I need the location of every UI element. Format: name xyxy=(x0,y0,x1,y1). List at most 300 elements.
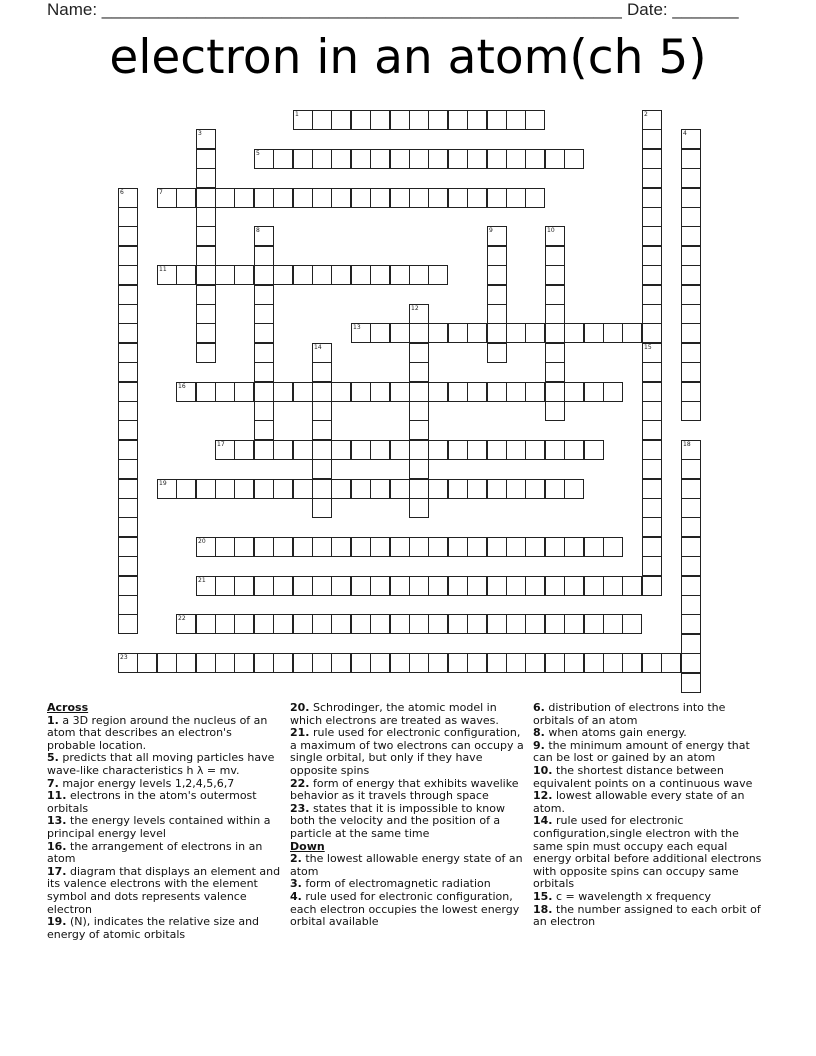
grid-cell[interactable] xyxy=(487,149,507,169)
grid-cell[interactable] xyxy=(409,382,429,402)
grid-cell[interactable] xyxy=(157,653,177,673)
grid-cell[interactable] xyxy=(506,440,526,460)
grid-cell[interactable] xyxy=(390,440,410,460)
grid-cell[interactable] xyxy=(409,479,429,499)
grid-cell[interactable] xyxy=(196,149,216,169)
grid-cell[interactable] xyxy=(584,537,604,557)
grid-cell[interactable] xyxy=(254,479,274,499)
grid-cell[interactable] xyxy=(118,285,138,305)
grid-cell[interactable] xyxy=(409,110,429,130)
grid-cell[interactable] xyxy=(370,149,390,169)
grid-cell[interactable] xyxy=(196,323,216,343)
grid-cell[interactable] xyxy=(506,149,526,169)
grid-cell[interactable] xyxy=(603,382,623,402)
grid-cell[interactable] xyxy=(157,479,177,499)
grid-cell[interactable] xyxy=(681,265,701,285)
grid-cell[interactable] xyxy=(196,382,216,402)
grid-cell[interactable] xyxy=(448,323,468,343)
grid-cell[interactable] xyxy=(642,285,662,305)
grid-cell[interactable] xyxy=(118,459,138,479)
grid-cell[interactable] xyxy=(137,653,157,673)
grid-cell[interactable] xyxy=(254,226,274,246)
grid-cell[interactable] xyxy=(312,420,332,440)
grid-cell[interactable] xyxy=(176,382,196,402)
grid-cell[interactable] xyxy=(390,576,410,596)
grid-cell[interactable] xyxy=(118,498,138,518)
grid-cell[interactable] xyxy=(642,323,662,343)
grid-cell[interactable] xyxy=(351,576,371,596)
grid-cell[interactable] xyxy=(428,110,448,130)
grid-cell[interactable] xyxy=(196,285,216,305)
grid-cell[interactable] xyxy=(506,382,526,402)
grid-cell[interactable] xyxy=(118,614,138,634)
grid-cell[interactable] xyxy=(254,323,274,343)
grid-cell[interactable] xyxy=(370,265,390,285)
grid-cell[interactable] xyxy=(254,576,274,596)
grid-cell[interactable] xyxy=(467,149,487,169)
grid-cell[interactable] xyxy=(293,653,313,673)
grid-cell[interactable] xyxy=(273,149,293,169)
grid-cell[interactable] xyxy=(564,382,584,402)
grid-cell[interactable] xyxy=(196,168,216,188)
grid-cell[interactable] xyxy=(254,382,274,402)
grid-cell[interactable] xyxy=(681,440,701,460)
grid-cell[interactable] xyxy=(176,188,196,208)
grid-cell[interactable] xyxy=(293,110,313,130)
grid-cell[interactable] xyxy=(487,382,507,402)
grid-cell[interactable] xyxy=(467,537,487,557)
grid-cell[interactable] xyxy=(506,479,526,499)
grid-cell[interactable] xyxy=(409,323,429,343)
grid-cell[interactable] xyxy=(506,614,526,634)
grid-cell[interactable] xyxy=(312,110,332,130)
grid-cell[interactable] xyxy=(254,653,274,673)
grid-cell[interactable] xyxy=(642,149,662,169)
grid-cell[interactable] xyxy=(545,304,565,324)
grid-cell[interactable] xyxy=(370,479,390,499)
grid-cell[interactable] xyxy=(254,343,274,363)
grid-cell[interactable] xyxy=(370,614,390,634)
grid-cell[interactable] xyxy=(390,479,410,499)
grid-cell[interactable] xyxy=(312,362,332,382)
grid-cell[interactable] xyxy=(234,614,254,634)
grid-cell[interactable] xyxy=(428,323,448,343)
grid-cell[interactable] xyxy=(215,653,235,673)
grid-cell[interactable] xyxy=(215,479,235,499)
grid-cell[interactable] xyxy=(467,653,487,673)
grid-cell[interactable] xyxy=(681,498,701,518)
grid-cell[interactable] xyxy=(622,653,642,673)
grid-cell[interactable] xyxy=(118,362,138,382)
grid-cell[interactable] xyxy=(215,537,235,557)
grid-cell[interactable] xyxy=(681,149,701,169)
grid-cell[interactable] xyxy=(448,110,468,130)
grid-cell[interactable] xyxy=(273,440,293,460)
grid-cell[interactable] xyxy=(409,440,429,460)
grid-cell[interactable] xyxy=(564,149,584,169)
grid-cell[interactable] xyxy=(293,440,313,460)
grid-cell[interactable] xyxy=(428,479,448,499)
grid-cell[interactable] xyxy=(254,265,274,285)
grid-cell[interactable] xyxy=(642,576,662,596)
grid-cell[interactable] xyxy=(293,149,313,169)
grid-cell[interactable] xyxy=(118,556,138,576)
grid-cell[interactable] xyxy=(409,149,429,169)
grid-cell[interactable] xyxy=(312,537,332,557)
grid-cell[interactable] xyxy=(293,479,313,499)
grid-cell[interactable] xyxy=(196,343,216,363)
grid-cell[interactable] xyxy=(370,188,390,208)
grid-cell[interactable] xyxy=(118,420,138,440)
grid-cell[interactable] xyxy=(487,343,507,363)
grid-cell[interactable] xyxy=(118,265,138,285)
grid-cell[interactable] xyxy=(564,653,584,673)
grid-cell[interactable] xyxy=(273,188,293,208)
grid-cell[interactable] xyxy=(525,537,545,557)
grid-cell[interactable] xyxy=(293,382,313,402)
grid-cell[interactable] xyxy=(312,149,332,169)
grid-cell[interactable] xyxy=(603,537,623,557)
grid-cell[interactable] xyxy=(351,382,371,402)
grid-cell[interactable] xyxy=(448,188,468,208)
grid-cell[interactable] xyxy=(642,188,662,208)
grid-cell[interactable] xyxy=(642,459,662,479)
grid-cell[interactable] xyxy=(196,246,216,266)
grid-cell[interactable] xyxy=(215,614,235,634)
grid-cell[interactable] xyxy=(448,440,468,460)
grid-cell[interactable] xyxy=(564,479,584,499)
grid-cell[interactable] xyxy=(681,537,701,557)
grid-cell[interactable] xyxy=(681,401,701,421)
grid-cell[interactable] xyxy=(118,537,138,557)
grid-cell[interactable] xyxy=(351,479,371,499)
grid-cell[interactable] xyxy=(293,188,313,208)
grid-cell[interactable] xyxy=(603,653,623,673)
grid-cell[interactable] xyxy=(487,576,507,596)
grid-cell[interactable] xyxy=(312,265,332,285)
grid-cell[interactable] xyxy=(642,556,662,576)
grid-cell[interactable] xyxy=(351,265,371,285)
grid-cell[interactable] xyxy=(196,537,216,557)
grid-cell[interactable] xyxy=(622,576,642,596)
grid-cell[interactable] xyxy=(312,343,332,363)
grid-cell[interactable] xyxy=(448,653,468,673)
grid-cell[interactable] xyxy=(273,479,293,499)
grid-cell[interactable] xyxy=(118,479,138,499)
grid-cell[interactable] xyxy=(681,362,701,382)
grid-cell[interactable] xyxy=(351,188,371,208)
grid-cell[interactable] xyxy=(487,246,507,266)
grid-cell[interactable] xyxy=(273,576,293,596)
grid-cell[interactable] xyxy=(370,323,390,343)
grid-cell[interactable] xyxy=(642,226,662,246)
grid-cell[interactable] xyxy=(176,479,196,499)
grid-cell[interactable] xyxy=(603,614,623,634)
grid-cell[interactable] xyxy=(525,149,545,169)
grid-cell[interactable] xyxy=(506,576,526,596)
grid-cell[interactable] xyxy=(642,246,662,266)
grid-cell[interactable] xyxy=(545,382,565,402)
grid-cell[interactable] xyxy=(254,188,274,208)
grid-cell[interactable] xyxy=(525,188,545,208)
grid-cell[interactable] xyxy=(487,188,507,208)
grid-cell[interactable] xyxy=(331,614,351,634)
grid-cell[interactable] xyxy=(118,576,138,596)
grid-cell[interactable] xyxy=(331,479,351,499)
grid-cell[interactable] xyxy=(118,246,138,266)
grid-cell[interactable] xyxy=(525,653,545,673)
grid-cell[interactable] xyxy=(293,537,313,557)
grid-cell[interactable] xyxy=(351,653,371,673)
grid-cell[interactable] xyxy=(234,382,254,402)
grid-cell[interactable] xyxy=(351,149,371,169)
grid-cell[interactable] xyxy=(642,401,662,421)
grid-cell[interactable] xyxy=(409,459,429,479)
grid-cell[interactable] xyxy=(215,265,235,285)
grid-cell[interactable] xyxy=(370,440,390,460)
grid-cell[interactable] xyxy=(390,110,410,130)
grid-cell[interactable] xyxy=(409,343,429,363)
grid-cell[interactable] xyxy=(196,226,216,246)
grid-cell[interactable] xyxy=(545,614,565,634)
grid-cell[interactable] xyxy=(351,440,371,460)
grid-cell[interactable] xyxy=(467,614,487,634)
grid-cell[interactable] xyxy=(642,343,662,363)
grid-cell[interactable] xyxy=(196,653,216,673)
grid-cell[interactable] xyxy=(273,614,293,634)
grid-cell[interactable] xyxy=(448,149,468,169)
grid-cell[interactable] xyxy=(254,401,274,421)
grid-cell[interactable] xyxy=(584,576,604,596)
grid-cell[interactable] xyxy=(681,304,701,324)
grid-cell[interactable] xyxy=(409,653,429,673)
grid-cell[interactable] xyxy=(390,653,410,673)
grid-cell[interactable] xyxy=(467,382,487,402)
grid-cell[interactable] xyxy=(118,382,138,402)
grid-cell[interactable] xyxy=(448,537,468,557)
grid-cell[interactable] xyxy=(545,479,565,499)
grid-cell[interactable] xyxy=(331,149,351,169)
grid-cell[interactable] xyxy=(215,440,235,460)
grid-cell[interactable] xyxy=(234,265,254,285)
grid-cell[interactable] xyxy=(642,129,662,149)
grid-cell[interactable] xyxy=(448,614,468,634)
grid-cell[interactable] xyxy=(642,168,662,188)
grid-cell[interactable] xyxy=(681,634,701,654)
grid-cell[interactable] xyxy=(603,576,623,596)
grid-cell[interactable] xyxy=(428,653,448,673)
grid-cell[interactable] xyxy=(312,401,332,421)
grid-cell[interactable] xyxy=(487,653,507,673)
grid-cell[interactable] xyxy=(525,323,545,343)
grid-cell[interactable] xyxy=(390,323,410,343)
grid-cell[interactable] xyxy=(428,440,448,460)
grid-cell[interactable] xyxy=(487,110,507,130)
grid-cell[interactable] xyxy=(293,265,313,285)
grid-cell[interactable] xyxy=(254,304,274,324)
grid-cell[interactable] xyxy=(409,304,429,324)
grid-cell[interactable] xyxy=(545,265,565,285)
grid-cell[interactable] xyxy=(681,168,701,188)
grid-cell[interactable] xyxy=(351,110,371,130)
grid-cell[interactable] xyxy=(506,323,526,343)
grid-cell[interactable] xyxy=(467,110,487,130)
grid-cell[interactable] xyxy=(118,323,138,343)
grid-cell[interactable] xyxy=(681,595,701,615)
grid-cell[interactable] xyxy=(525,614,545,634)
grid-cell[interactable] xyxy=(196,614,216,634)
grid-cell[interactable] xyxy=(642,420,662,440)
grid-cell[interactable] xyxy=(584,614,604,634)
grid-cell[interactable] xyxy=(545,362,565,382)
grid-cell[interactable] xyxy=(506,188,526,208)
grid-cell[interactable] xyxy=(312,459,332,479)
grid-cell[interactable] xyxy=(681,576,701,596)
grid-cell[interactable] xyxy=(331,440,351,460)
grid-cell[interactable] xyxy=(681,226,701,246)
grid-cell[interactable] xyxy=(234,537,254,557)
grid-cell[interactable] xyxy=(273,537,293,557)
grid-cell[interactable] xyxy=(196,265,216,285)
grid-cell[interactable] xyxy=(642,382,662,402)
grid-cell[interactable] xyxy=(487,265,507,285)
grid-cell[interactable] xyxy=(681,382,701,402)
grid-cell[interactable] xyxy=(681,343,701,363)
grid-cell[interactable] xyxy=(370,653,390,673)
grid-cell[interactable] xyxy=(642,207,662,227)
grid-cell[interactable] xyxy=(331,576,351,596)
grid-cell[interactable] xyxy=(118,304,138,324)
grid-cell[interactable] xyxy=(331,382,351,402)
grid-cell[interactable] xyxy=(545,653,565,673)
grid-cell[interactable] xyxy=(215,576,235,596)
grid-cell[interactable] xyxy=(642,265,662,285)
grid-cell[interactable] xyxy=(370,110,390,130)
grid-cell[interactable] xyxy=(234,440,254,460)
grid-cell[interactable] xyxy=(525,479,545,499)
grid-cell[interactable] xyxy=(409,362,429,382)
grid-cell[interactable] xyxy=(622,614,642,634)
grid-cell[interactable] xyxy=(273,382,293,402)
grid-cell[interactable] xyxy=(467,440,487,460)
grid-cell[interactable] xyxy=(642,517,662,537)
grid-cell[interactable] xyxy=(351,323,371,343)
grid-cell[interactable] xyxy=(409,614,429,634)
grid-cell[interactable] xyxy=(312,440,332,460)
grid-cell[interactable] xyxy=(681,614,701,634)
grid-cell[interactable] xyxy=(409,420,429,440)
grid-cell[interactable] xyxy=(118,188,138,208)
grid-cell[interactable] xyxy=(487,440,507,460)
grid-cell[interactable] xyxy=(390,382,410,402)
grid-cell[interactable] xyxy=(467,479,487,499)
grid-cell[interactable] xyxy=(525,576,545,596)
grid-cell[interactable] xyxy=(525,440,545,460)
grid-cell[interactable] xyxy=(642,440,662,460)
grid-cell[interactable] xyxy=(487,537,507,557)
grid-cell[interactable] xyxy=(564,614,584,634)
grid-cell[interactable] xyxy=(118,207,138,227)
grid-cell[interactable] xyxy=(681,188,701,208)
grid-cell[interactable] xyxy=(234,479,254,499)
grid-cell[interactable] xyxy=(428,382,448,402)
grid-cell[interactable] xyxy=(681,517,701,537)
grid-cell[interactable] xyxy=(176,653,196,673)
grid-cell[interactable] xyxy=(409,576,429,596)
grid-cell[interactable] xyxy=(254,149,274,169)
grid-cell[interactable] xyxy=(681,479,701,499)
grid-cell[interactable] xyxy=(545,440,565,460)
grid-cell[interactable] xyxy=(215,382,235,402)
grid-cell[interactable] xyxy=(331,537,351,557)
grid-cell[interactable] xyxy=(254,285,274,305)
grid-cell[interactable] xyxy=(351,537,371,557)
grid-cell[interactable] xyxy=(642,362,662,382)
grid-cell[interactable] xyxy=(428,614,448,634)
grid-cell[interactable] xyxy=(428,188,448,208)
grid-cell[interactable] xyxy=(642,479,662,499)
grid-cell[interactable] xyxy=(428,265,448,285)
grid-cell[interactable] xyxy=(642,498,662,518)
grid-cell[interactable] xyxy=(584,653,604,673)
grid-cell[interactable] xyxy=(312,614,332,634)
grid-cell[interactable] xyxy=(254,362,274,382)
grid-cell[interactable] xyxy=(370,382,390,402)
grid-cell[interactable] xyxy=(331,653,351,673)
grid-cell[interactable] xyxy=(234,188,254,208)
grid-cell[interactable] xyxy=(196,479,216,499)
grid-cell[interactable] xyxy=(622,323,642,343)
grid-cell[interactable] xyxy=(254,614,274,634)
grid-cell[interactable] xyxy=(312,382,332,402)
grid-cell[interactable] xyxy=(642,304,662,324)
grid-cell[interactable] xyxy=(390,265,410,285)
grid-cell[interactable] xyxy=(467,576,487,596)
grid-cell[interactable] xyxy=(331,110,351,130)
grid-cell[interactable] xyxy=(293,576,313,596)
grid-cell[interactable] xyxy=(564,323,584,343)
grid-cell[interactable] xyxy=(642,537,662,557)
grid-cell[interactable] xyxy=(545,226,565,246)
grid-cell[interactable] xyxy=(234,653,254,673)
grid-cell[interactable] xyxy=(448,382,468,402)
grid-cell[interactable] xyxy=(196,129,216,149)
grid-cell[interactable] xyxy=(564,440,584,460)
grid-cell[interactable] xyxy=(661,653,681,673)
grid-cell[interactable] xyxy=(293,614,313,634)
grid-cell[interactable] xyxy=(584,323,604,343)
grid-cell[interactable] xyxy=(157,188,177,208)
grid-cell[interactable] xyxy=(118,517,138,537)
grid-cell[interactable] xyxy=(273,265,293,285)
grid-cell[interactable] xyxy=(506,537,526,557)
grid-cell[interactable] xyxy=(176,265,196,285)
grid-cell[interactable] xyxy=(312,576,332,596)
grid-cell[interactable] xyxy=(603,323,623,343)
grid-cell[interactable] xyxy=(487,323,507,343)
grid-cell[interactable] xyxy=(409,498,429,518)
grid-cell[interactable] xyxy=(254,246,274,266)
grid-cell[interactable] xyxy=(254,537,274,557)
grid-cell[interactable] xyxy=(196,207,216,227)
grid-cell[interactable] xyxy=(545,285,565,305)
grid-cell[interactable] xyxy=(390,149,410,169)
grid-cell[interactable] xyxy=(584,382,604,402)
grid-cell[interactable] xyxy=(487,304,507,324)
grid-cell[interactable] xyxy=(428,576,448,596)
grid-cell[interactable] xyxy=(681,323,701,343)
grid-cell[interactable] xyxy=(681,459,701,479)
